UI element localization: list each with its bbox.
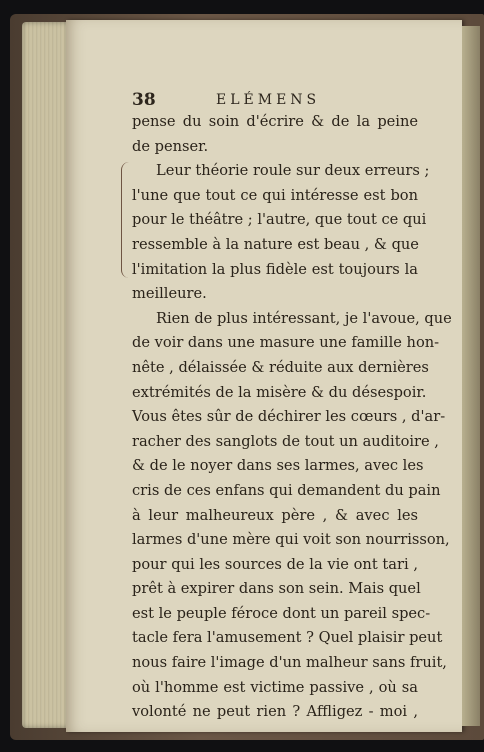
text-line: extrémités de la misère & du désespoir. xyxy=(132,383,427,401)
text-line: nête , délaissée & réduite aux dernières xyxy=(132,358,429,376)
text-line: pour le théâtre ; l'autre, que tout ce qui xyxy=(132,211,427,229)
running-title: ELÉMENS xyxy=(216,92,321,108)
text-line: racher des sanglots de tout un auditoire , xyxy=(132,432,439,450)
text-line: prêt à expirer dans son sein. Mais quel xyxy=(132,580,421,598)
text-line: pour qui les sources de la vie ont tari , xyxy=(132,555,418,573)
text-line: cris de ces enfans qui demandent du pain xyxy=(132,481,441,499)
text-line: où l'homme est victime passive , où sa xyxy=(132,678,418,696)
text-line: ressemble à la nature est beau , & que xyxy=(132,235,419,253)
text-line: larmes d'une mère qui voit son nourrisson, xyxy=(132,531,450,549)
text-line: meilleure. xyxy=(132,285,207,303)
text-line: Vous êtes sûr de déchirer les cœurs , d'ar- xyxy=(132,408,446,426)
page-header xyxy=(132,90,362,112)
text-line: volonté ne peut rien ? Affligez - moi , xyxy=(132,703,418,721)
facing-page-edge xyxy=(462,26,480,726)
text-line: tacle fera l'amusement ? Quel plaisir peut xyxy=(132,629,443,647)
text-line: l'imitation la plus fidèle est toujours la xyxy=(132,260,418,278)
text-line: Rien de plus intéressant, je l'avoue, que xyxy=(156,309,452,327)
text-line: nous faire l'image d'un malheur sans fruit, xyxy=(132,654,447,672)
text-line: & de le noyer dans ses larmes, avec les xyxy=(132,457,424,475)
text-line: est le peuple féroce dont un pareil spec- xyxy=(132,604,431,622)
text-line: de penser. xyxy=(132,137,209,155)
text-line: pense du soin d'écrire & de la peine xyxy=(132,113,418,130)
margin-bracket-mark xyxy=(121,162,132,278)
body-text xyxy=(132,110,452,725)
text-line: de voir dans une masure une famille hon- xyxy=(132,334,440,352)
text-line: Leur théorie roule sur deux erreurs ; xyxy=(156,162,430,180)
text-line: à leur malheureux père , & avec les xyxy=(132,506,418,524)
page-number: 38 xyxy=(132,90,156,110)
page-edges xyxy=(22,22,70,728)
text-line: l'une que tout ce qui intéresse est bon xyxy=(132,186,418,204)
